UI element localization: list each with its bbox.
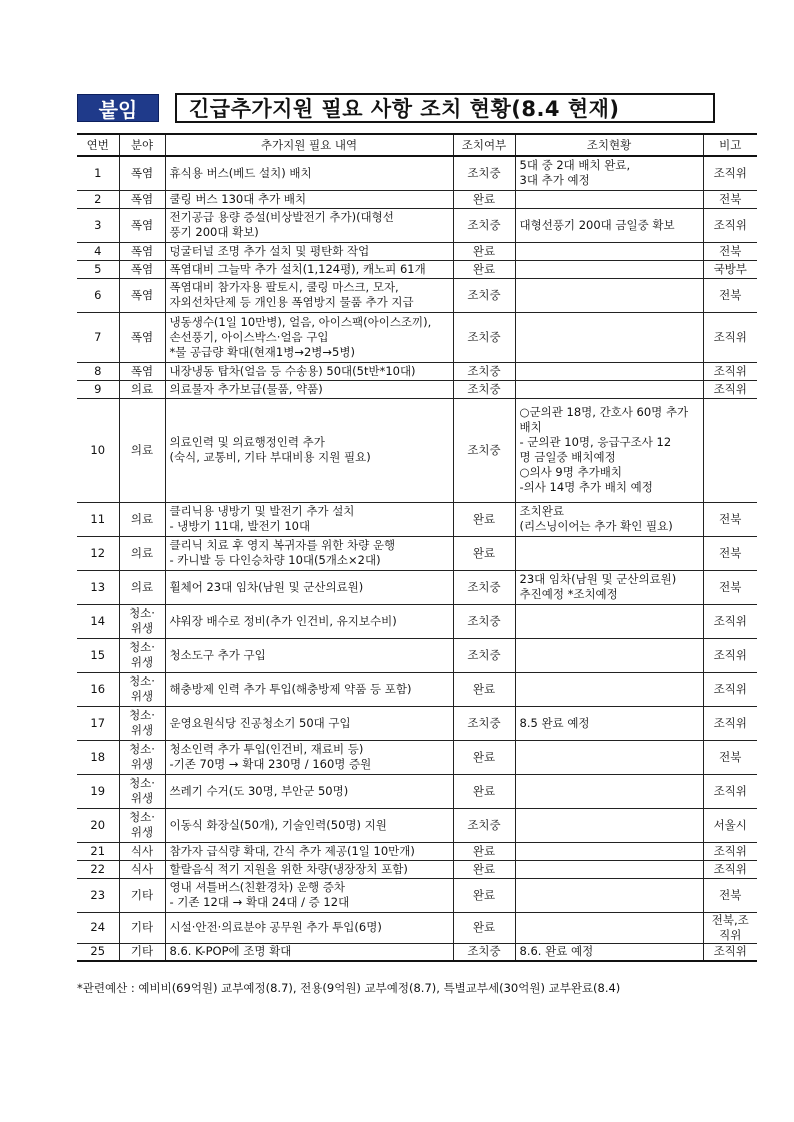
row-note: [703, 398, 757, 502]
table-row: [77, 706, 757, 740]
row-item: 8.6. K-POP에 조명 확대: [165, 943, 453, 961]
row-note: 전북: [703, 190, 757, 208]
table-row: [77, 878, 757, 912]
row-status: 완료: [453, 536, 515, 570]
budget-footnote: *관련예산 : 예비비(69억원) 교부예정(8.7), 전용(9억원) 교부예정(8.7), 특별교부세(30억원) 교부완료(8.4): [77, 981, 621, 995]
row-number: 25: [77, 943, 119, 961]
row-field: 의료: [119, 536, 165, 570]
row-item: 이동식 화장실(50개), 기술인력(50명) 지원: [165, 808, 453, 842]
row-field: 폭염: [119, 190, 165, 208]
table-row: [77, 380, 757, 398]
col-header-status: 조치여부: [453, 134, 515, 156]
row-number: 3: [77, 208, 119, 242]
row-status: 완료: [453, 672, 515, 706]
row-status: 조치중: [453, 943, 515, 961]
col-header-item: 추가지원 필요 내역: [165, 134, 453, 156]
row-note: 조직위: [703, 362, 757, 380]
row-status: 조치중: [453, 156, 515, 190]
row-number: 12: [77, 536, 119, 570]
row-progress: [515, 362, 703, 380]
row-field: 폭염: [119, 278, 165, 312]
row-status: 완료: [453, 242, 515, 260]
row-note: 조직위: [703, 380, 757, 398]
row-status: 완료: [453, 878, 515, 912]
row-progress: 8.5 완료 예정: [515, 706, 703, 740]
attachment-badge: 붙임: [77, 94, 159, 122]
table-row: [77, 190, 757, 208]
row-item: 휴식용 버스(베드 설치) 배치: [165, 156, 453, 190]
row-field: 청소· 위생: [119, 604, 165, 638]
table-row: [77, 860, 757, 878]
row-note: 조직위: [703, 943, 757, 961]
row-field: 청소· 위생: [119, 706, 165, 740]
row-progress: [515, 860, 703, 878]
row-status: 완료: [453, 190, 515, 208]
row-item: 냉동생수(1일 10만병), 얼음, 아이스팩(아이스조끼), 손선풍기, 아이스박스·얼음 구입 *물 공급량 확대(현재1병→2병→5병): [165, 312, 453, 362]
row-note: 조직위: [703, 208, 757, 242]
row-progress: 8.6. 완료 예정: [515, 943, 703, 961]
row-progress: ○군의관 18명, 간호사 60명 추가 배치 - 군의관 10명, 응급구조사 12 명 금일중 배치예정 ○의사 9명 추가배치 -의사 14명 추가 배치 예정: [515, 398, 703, 502]
row-status: 완료: [453, 740, 515, 774]
row-note: 조직위: [703, 604, 757, 638]
row-progress: [515, 774, 703, 808]
table-row: [77, 156, 757, 190]
table-row: [77, 604, 757, 638]
row-number: 14: [77, 604, 119, 638]
row-progress: [515, 912, 703, 943]
document-title: 긴급추가지원 필요 사항 조치 현황(8.4 현재): [175, 93, 715, 123]
table-row: [77, 943, 757, 961]
row-note: 조직위: [703, 774, 757, 808]
row-progress: 5대 중 2대 배치 완료, 3대 추가 예정: [515, 156, 703, 190]
table-row: [77, 570, 757, 604]
table-row: [77, 260, 757, 278]
row-note: 조직위: [703, 860, 757, 878]
table-row: [77, 912, 757, 943]
row-status: 완료: [453, 842, 515, 860]
row-progress: 대형선풍기 200대 금일중 확보: [515, 208, 703, 242]
row-progress: [515, 536, 703, 570]
row-progress: [515, 842, 703, 860]
row-progress: [515, 242, 703, 260]
row-progress: [515, 604, 703, 638]
row-progress: [515, 740, 703, 774]
table-header-row: [77, 134, 757, 156]
row-number: 7: [77, 312, 119, 362]
row-note: 조직위: [703, 638, 757, 672]
table-row: [77, 808, 757, 842]
row-field: 청소· 위생: [119, 774, 165, 808]
row-status: 완료: [453, 502, 515, 536]
table-row: [77, 536, 757, 570]
row-item: 해충방제 인력 추가 투입(해충방제 약품 등 포함): [165, 672, 453, 706]
row-progress: [515, 672, 703, 706]
row-field: 청소· 위생: [119, 638, 165, 672]
table-row: [77, 398, 757, 502]
row-number: 1: [77, 156, 119, 190]
row-progress: 조치완료 (리스닝이어는 추가 확인 필요): [515, 502, 703, 536]
row-note: 전북: [703, 502, 757, 536]
row-item: 운영요원식당 진공청소기 50대 구입: [165, 706, 453, 740]
row-item: 할랄음식 적기 지원을 위한 차량(냉장장치 포함): [165, 860, 453, 878]
status-table: [77, 133, 757, 962]
row-status: 조치중: [453, 808, 515, 842]
row-field: 기타: [119, 912, 165, 943]
table-row: [77, 208, 757, 242]
row-status: 완료: [453, 260, 515, 278]
col-header-field: 분야: [119, 134, 165, 156]
row-status: 조치중: [453, 278, 515, 312]
row-item: 내장냉동 탑차(얼음 등 수송용) 50대(5t반*10대): [165, 362, 453, 380]
row-number: 10: [77, 398, 119, 502]
row-field: 식사: [119, 842, 165, 860]
row-note: 전북: [703, 740, 757, 774]
row-item: 클리닉 치료 후 영지 복귀자를 위한 차량 운행 - 카니발 등 다인승차량 10대(5개소×2대): [165, 536, 453, 570]
row-number: 15: [77, 638, 119, 672]
table-row: [77, 362, 757, 380]
row-number: 11: [77, 502, 119, 536]
row-number: 5: [77, 260, 119, 278]
row-number: 17: [77, 706, 119, 740]
row-number: 8: [77, 362, 119, 380]
row-status: 조치중: [453, 380, 515, 398]
row-field: 청소· 위생: [119, 740, 165, 774]
row-item: 전기공급 용량 증설(비상발전기 추가)(대형선 풍기 200대 확보): [165, 208, 453, 242]
row-item: 폭염대비 참가자용 팔토시, 쿨링 마스크, 모자, 자외선차단제 등 개인용 폭염방지 물품 추가 지급: [165, 278, 453, 312]
row-note: 국방부: [703, 260, 757, 278]
row-field: 의료: [119, 502, 165, 536]
row-note: 전북: [703, 878, 757, 912]
row-note: 조직위: [703, 672, 757, 706]
row-item: 폭염대비 그늘막 추가 설치(1,124평), 캐노피 61개: [165, 260, 453, 278]
row-item: 의료인력 및 의료행정인력 추가 (숙식, 교통비, 기타 부대비용 지원 필요): [165, 398, 453, 502]
row-item: 쓰레기 수거(도 30명, 부안군 50명): [165, 774, 453, 808]
row-number: 20: [77, 808, 119, 842]
row-status: 조치중: [453, 604, 515, 638]
row-status: 조치중: [453, 362, 515, 380]
row-number: 2: [77, 190, 119, 208]
row-note: 전북: [703, 242, 757, 260]
row-item: 쿨링 버스 130대 추가 배치: [165, 190, 453, 208]
row-note: 조직위: [703, 706, 757, 740]
row-number: 19: [77, 774, 119, 808]
row-status: 조치중: [453, 398, 515, 502]
row-item: 영내 셔틀버스(친환경차) 운행 증차 - 기존 12대 → 확대 24대 / 증 12대: [165, 878, 453, 912]
row-field: 식사: [119, 860, 165, 878]
row-progress: [515, 278, 703, 312]
row-item: 의료물자 추가보급(물품, 약품): [165, 380, 453, 398]
row-number: 18: [77, 740, 119, 774]
row-progress: [515, 638, 703, 672]
row-field: 폭염: [119, 362, 165, 380]
row-item: 청소인력 추가 투입(인건비, 재료비 등) -기존 70명 → 확대 230명 / 160명 증원: [165, 740, 453, 774]
row-status: 조치중: [453, 706, 515, 740]
row-field: 의료: [119, 380, 165, 398]
row-field: 폭염: [119, 208, 165, 242]
row-number: 24: [77, 912, 119, 943]
table-row: [77, 672, 757, 706]
row-note: 조직위: [703, 312, 757, 362]
row-status: 완료: [453, 860, 515, 878]
table-row: [77, 638, 757, 672]
row-note: 조직위: [703, 842, 757, 860]
row-progress: [515, 260, 703, 278]
table-row: [77, 242, 757, 260]
row-progress: [515, 190, 703, 208]
row-field: 폭염: [119, 156, 165, 190]
row-progress: [515, 808, 703, 842]
row-note: 전북: [703, 570, 757, 604]
row-note: 전북,조직위: [703, 912, 757, 943]
col-header-progress: 조치현황: [515, 134, 703, 156]
row-field: 폭염: [119, 242, 165, 260]
row-note: 전북: [703, 278, 757, 312]
row-status: 조치중: [453, 570, 515, 604]
table-row: [77, 278, 757, 312]
row-note: 전북: [703, 536, 757, 570]
row-number: 6: [77, 278, 119, 312]
row-progress: [515, 312, 703, 362]
col-header-number: 연번: [77, 134, 119, 156]
row-field: 청소· 위생: [119, 808, 165, 842]
row-item: 참가자 급식량 확대, 간식 추가 제공(1일 10만개): [165, 842, 453, 860]
table-row: [77, 312, 757, 362]
table-row: [77, 502, 757, 536]
row-number: 16: [77, 672, 119, 706]
row-field: 폭염: [119, 312, 165, 362]
row-field: 기타: [119, 878, 165, 912]
table-row: [77, 774, 757, 808]
row-number: 13: [77, 570, 119, 604]
table-row: [77, 740, 757, 774]
row-field: 기타: [119, 943, 165, 961]
row-item: 휠체어 23대 임차(남원 및 군산의료원): [165, 570, 453, 604]
row-status: 조치중: [453, 638, 515, 672]
row-number: 22: [77, 860, 119, 878]
row-field: 폭염: [119, 260, 165, 278]
row-status: 완료: [453, 912, 515, 943]
row-note: 조직위: [703, 156, 757, 190]
row-item: 클리닉용 냉방기 및 발전기 추가 설치 - 냉방기 11대, 발전기 10대: [165, 502, 453, 536]
row-item: 샤워장 배수로 정비(추가 인건비, 유지보수비): [165, 604, 453, 638]
row-item: 덩굴터널 조명 추가 설치 및 평탄화 작업: [165, 242, 453, 260]
row-field: 의료: [119, 570, 165, 604]
row-status: 완료: [453, 774, 515, 808]
row-progress: 23대 임차(남원 및 군산의료원) 추진예정 *조치예정: [515, 570, 703, 604]
table-row: [77, 842, 757, 860]
col-header-note: 비고: [703, 134, 757, 156]
row-number: 9: [77, 380, 119, 398]
row-status: 조치중: [453, 312, 515, 362]
row-item: 시설·안전·의료분야 공무원 추가 투입(6명): [165, 912, 453, 943]
row-number: 21: [77, 842, 119, 860]
row-progress: [515, 380, 703, 398]
row-field: 의료: [119, 398, 165, 502]
row-number: 23: [77, 878, 119, 912]
row-field: 청소· 위생: [119, 672, 165, 706]
row-status: 조치중: [453, 208, 515, 242]
row-note: 서울시: [703, 808, 757, 842]
row-number: 4: [77, 242, 119, 260]
row-item: 청소도구 추가 구입: [165, 638, 453, 672]
row-progress: [515, 878, 703, 912]
